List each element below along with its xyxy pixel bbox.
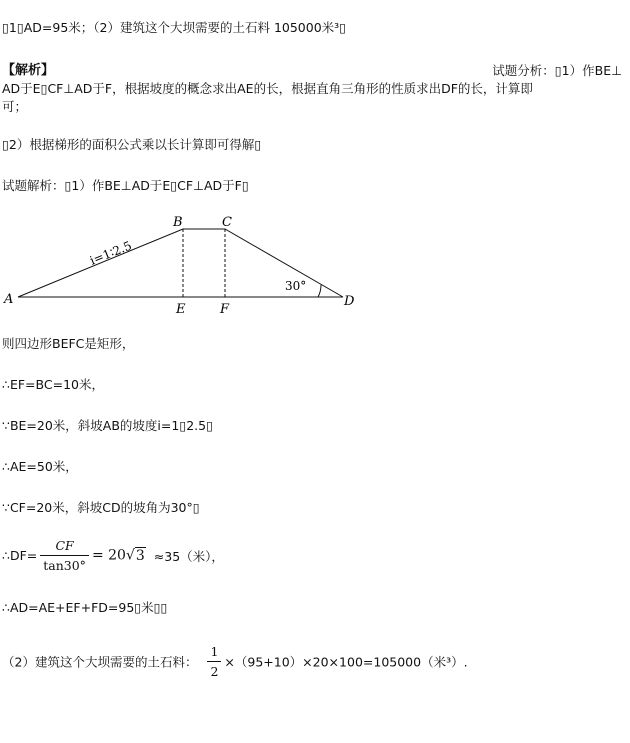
part2-prefix: （2）建筑这个大坝需要的土石料： [2, 654, 198, 670]
part2-rest: ×（95+10）×20×100=105000（米³）. [224, 654, 468, 670]
analysis-intro: 试题分析：▯1）作BE⊥ [492, 63, 622, 78]
label-f: F [220, 302, 230, 317]
df-numerator: CF [40, 537, 89, 556]
trapezoid-figure [0, 210, 380, 320]
half-fraction [207, 643, 221, 680]
label-b: B [173, 215, 183, 230]
half-denominator: 2 [210, 664, 219, 679]
step-ef: ∴EF=BC=10米， [2, 377, 104, 392]
answer-line: ▯1▯AD=95米；（2）建筑这个大坝需要的土石料 105000米³▯ [2, 20, 347, 35]
step-ae: ∴AE=50米， [2, 459, 78, 474]
analysis-text-line-2: AD于E▯CF⊥AD于F，根据坡度的概念求出AE的长，根据直角三角形的性质求出DF的长，计算即 [2, 81, 533, 96]
analysis-text-line-4: ▯2）根据梯形的面积公式乘以长计算即可得解▯ [2, 137, 262, 152]
label-d: D [344, 294, 355, 309]
df-equals: = 20 [91, 547, 126, 564]
half-numerator: 1 [207, 643, 221, 662]
step-df [2, 537, 224, 574]
angle-arc [318, 285, 321, 297]
solution-heading: 试题解析：▯1）作BE⊥AD于E▯CF⊥AD于F▯ [2, 178, 249, 193]
df-prefix: ∴DF= [2, 548, 38, 563]
slope-label: i=1∶2.5 [87, 238, 134, 268]
step-rectangle: 则四边形BEFC是矩形， [2, 336, 135, 351]
df-approx: ≈35（米）， [153, 548, 224, 564]
label-e: E [176, 302, 186, 317]
df-fraction [40, 537, 89, 574]
angle-label: 30° [285, 279, 307, 293]
df-denominator: tan30° [43, 558, 86, 573]
step-ad: ∴AD=AE+EF+FD=95▯米▯▯ [2, 600, 168, 615]
step-be-slope: ∵BE=20米，斜坡AB的坡度i=1▯2.5▯ [2, 418, 213, 433]
sqrt-radicand: 3 [135, 547, 145, 564]
sqrt-sign: √ [125, 547, 135, 564]
step-cf-angle: ∵CF=20米，斜坡CD的坡角为30°▯ [2, 500, 200, 515]
label-c: C [222, 215, 232, 230]
label-a: A [4, 292, 14, 307]
analysis-label: 【解析】 [2, 63, 55, 78]
part2-line [2, 643, 468, 680]
analysis-text-line-3: 可； [2, 99, 28, 114]
